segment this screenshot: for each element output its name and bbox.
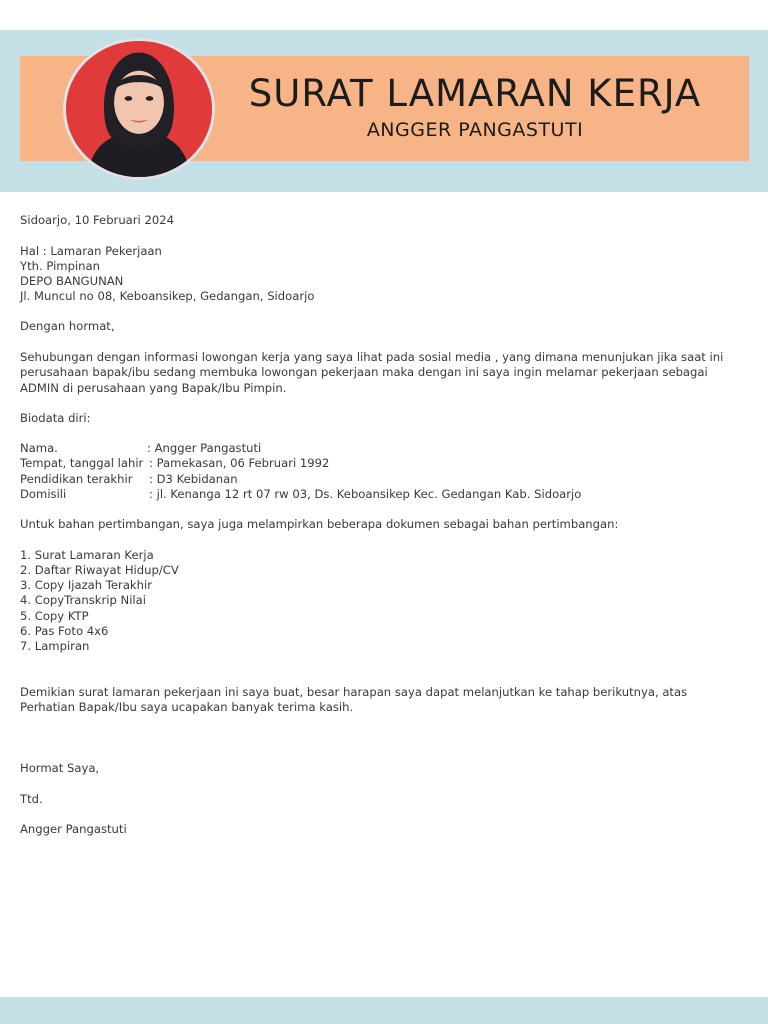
biodata-label: Tempat, tanggal lahir <box>20 456 144 470</box>
profile-photo <box>63 38 215 180</box>
attachment-item: 2. Daftar Riwayat Hidup/CV <box>20 563 179 577</box>
biodata-value: : jl. Kenanga 12 rt 07 rw 03, Ds. Keboansikep Kec. Gedangan Kab. Sidoarjo <box>149 487 582 501</box>
greeting: Dengan hormat, <box>20 319 115 333</box>
attachment-item: 7. Lampiran <box>20 639 90 653</box>
attachment-item: 6. Pas Foto 4x6 <box>20 624 109 638</box>
biodata-value: : Angger Pangastuti <box>147 441 262 455</box>
attachment-item: 5. Copy KTP <box>20 609 89 623</box>
biodata-label: Pendidikan terakhir <box>20 472 133 486</box>
letter-recipient: Yth. Pimpinan <box>20 259 100 273</box>
regards: Hormat Saya, <box>20 761 100 775</box>
signature-mark: Ttd. <box>20 792 43 806</box>
recipient-address: Jl. Muncul no 08, Keboansikep, Gedangan, Sidoarjo <box>20 289 315 303</box>
signer-name: Angger Pangastuti <box>20 822 127 836</box>
biodata-label: Nama. <box>20 441 58 455</box>
biodata-value: : Pamekasan, 06 Februari 1992 <box>149 456 330 470</box>
footer-band <box>0 997 768 1024</box>
page-title: SURAT LAMARAN KERJA <box>248 72 702 115</box>
attachment-item: 3. Copy Ijazah Terakhir <box>20 578 152 592</box>
biodata-heading: Biodata diri: <box>20 411 91 425</box>
recipient-company: DEPO BANGUNAN <box>20 274 124 288</box>
intro-paragraph: Sehubungan dengan informasi lowongan kerja yang saya lihat pada sosial media , yang dimana menunjukan jika saat ini perusahaan bapak/ibu sedang membuka lowongan pekerjaan maka dengan ini saya ingin melamar pekerjaan sebagai ADMIN di perusahaan yang Bapak/Ibu Pimpin. <box>20 350 724 395</box>
attachment-item: 4. CopyTranskrip Nilai <box>20 593 146 607</box>
attachments-intro: Untuk bahan pertimbangan, saya juga melampirkan beberapa dokumen sebagai bahan pertimbangan: <box>20 517 619 531</box>
place-date: Sidoarjo, 10 Februari 2024 <box>20 213 174 227</box>
applicant-name-heading: ANGGER PANGASTUTI <box>366 119 584 141</box>
attachment-item: 1. Surat Lamaran Kerja <box>20 548 154 562</box>
closing-paragraph: Demikian surat lamaran pekerjaan ini saya buat, besar harapan saya dapat melanjutkan ke tahap berikutnya, atas Perhatian Bapak/Ibu saya ucapakan banyak terima kasih. <box>20 685 688 715</box>
profile-photo-illustration <box>66 41 212 177</box>
letter-subject: Hal : Lamaran Pekerjaan <box>20 244 162 258</box>
biodata-label: Domisili <box>20 487 67 501</box>
biodata-value: : D3 Kebidanan <box>149 472 238 486</box>
